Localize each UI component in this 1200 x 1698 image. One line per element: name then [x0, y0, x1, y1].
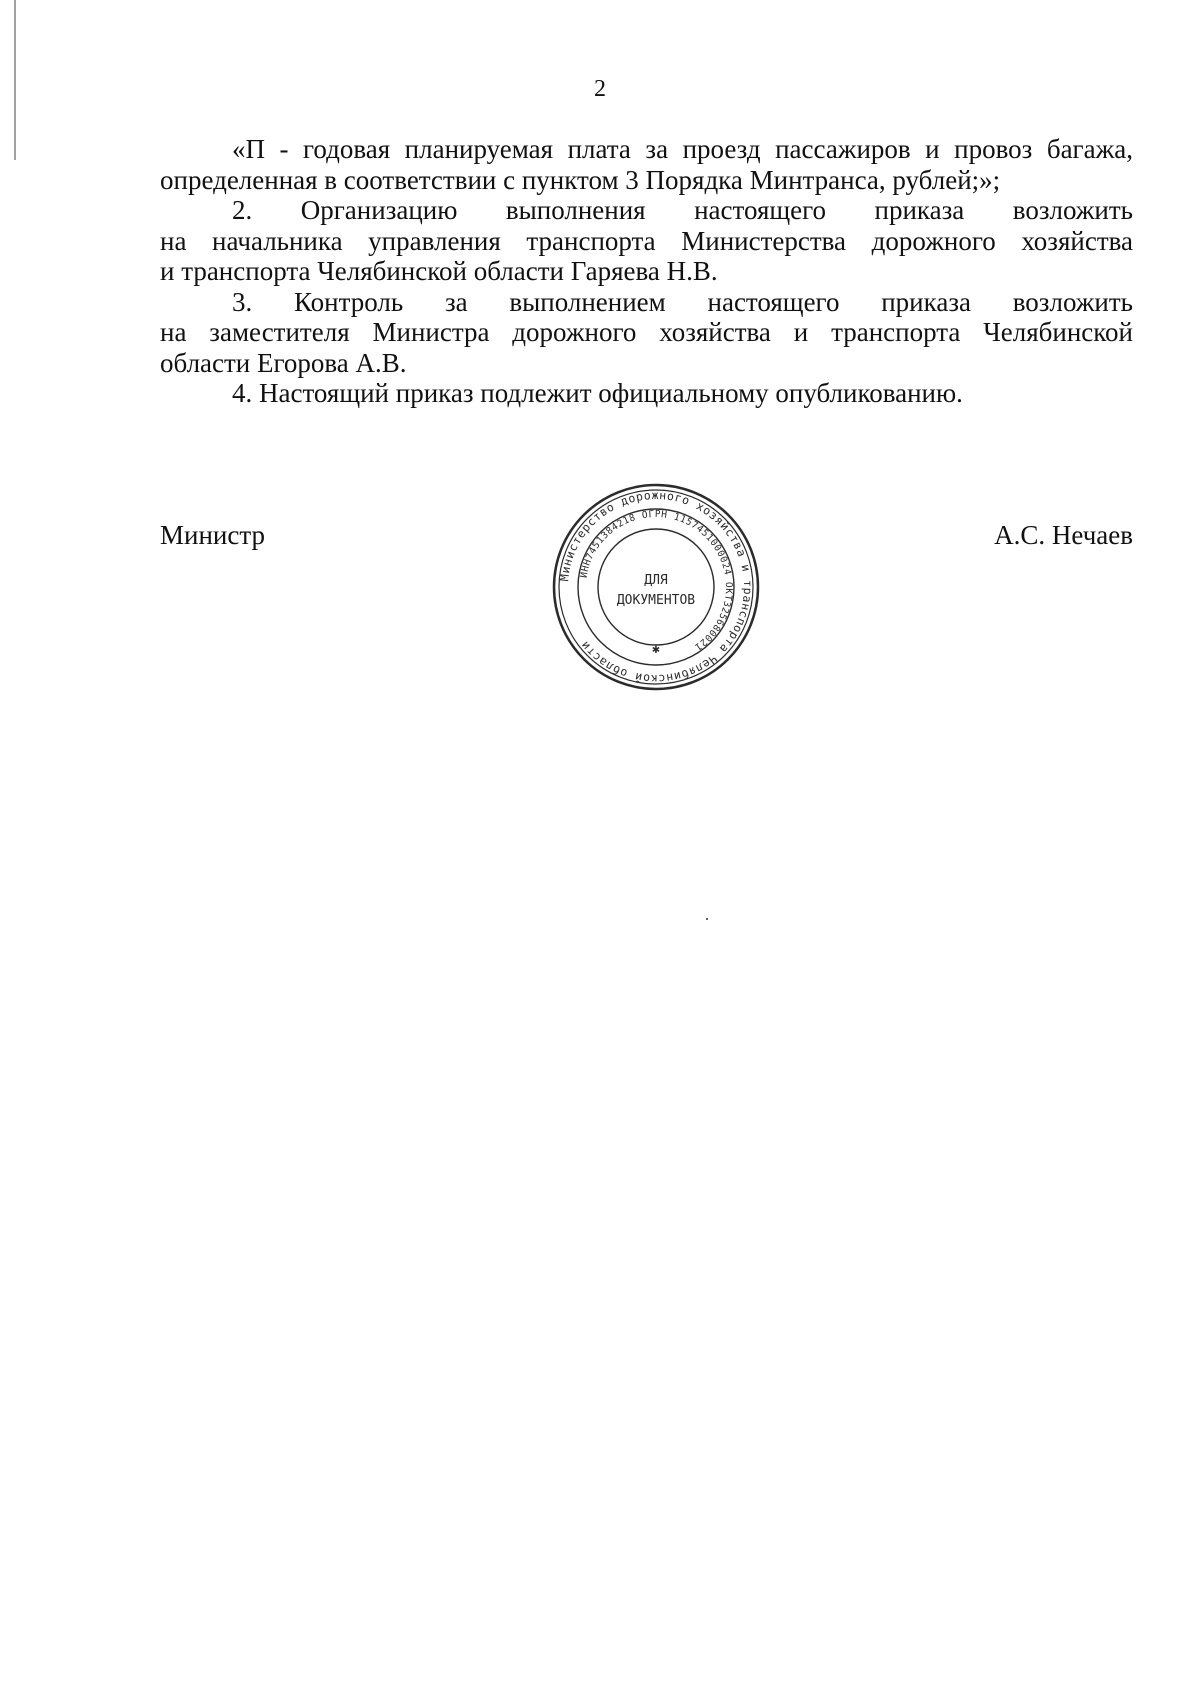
- official-seal: [549, 480, 763, 694]
- paragraph-1-line-1: «П - годовая планируемая плата за проезд пассажиров и провоз багажа,: [232, 134, 1133, 164]
- paragraph-2-line-2: на начальника управления транспорта Министерства дорожного хозяйства: [160, 225, 1133, 256]
- paragraph-2-line-3: и транспорта Челябинской области Гаряева Н.В.: [160, 256, 718, 286]
- paragraph-1-line-2: определенная в соответствии с пунктом 3 Порядка Минтранса, рублей;»;: [160, 164, 1001, 195]
- signatory-title: Министр: [160, 520, 265, 550]
- scan-speck: [706, 918, 708, 920]
- seal-inner-text: ИНН7451384218 ОГРН 1157451000024 ОКТ325680021: [578, 508, 735, 653]
- paragraph-3-line-1: 3. Контроль за выполнением настоящего приказа возложить: [232, 286, 1133, 317]
- paragraph-4-line-1: 4. Настоящий приказ подлежит официальному опубликованию.: [232, 378, 963, 408]
- seal-outer-text: Министерство дорожного хозяйства и транспорта Челябинской области: [557, 487, 756, 687]
- paragraph-3-line-3: области Егорова А.В.: [160, 347, 407, 378]
- paragraph-2-line-1: 2. Организацию выполнения настоящего приказа возложить: [232, 195, 1133, 225]
- seal-center-line-1: ДЛЯ: [644, 573, 668, 588]
- paragraph-3-line-2: на заместителя Министра дорожного хозяйства и транспорта Челябинской: [160, 317, 1133, 347]
- seal-center-line-2: ДОКУМЕНТОВ: [616, 593, 696, 608]
- signatory-name: А.С. Нечаев: [994, 520, 1133, 550]
- page-number: 2: [594, 76, 606, 102]
- document-body: [160, 134, 1133, 409]
- seal-star-icon: ✱: [651, 645, 661, 656]
